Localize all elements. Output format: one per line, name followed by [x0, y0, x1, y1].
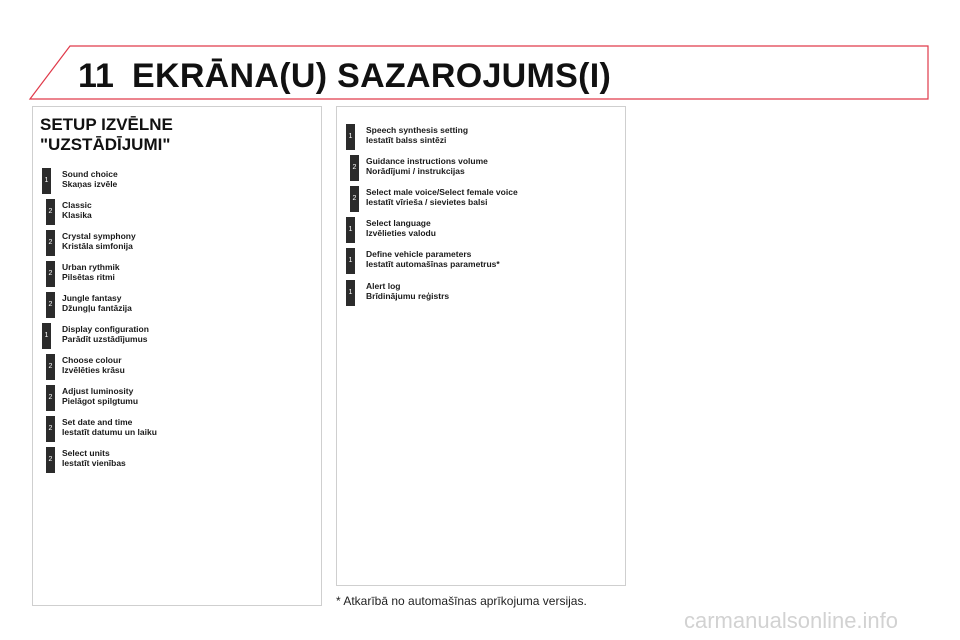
- menu-item-label: [62, 169, 302, 189]
- chapter-title: EKRĀNA(U) SAZAROJUMS(I): [132, 57, 612, 95]
- menu-item-label: [366, 281, 606, 301]
- item-label-en: Define vehicle parameters: [366, 249, 472, 259]
- item-label-lv: Norādījumi / instrukcijas: [366, 166, 465, 176]
- level-badge: 2: [46, 354, 55, 380]
- item-label-lv: Kristāla simfonija: [62, 241, 133, 251]
- level-badge: 1: [42, 168, 51, 194]
- menu-title: [40, 115, 310, 155]
- level-badge: 2: [46, 385, 55, 411]
- item-label-en: Select units: [62, 448, 110, 458]
- level-badge: 2: [46, 292, 55, 318]
- watermark: carmanualsonline.info: [684, 608, 899, 633]
- item-label-en: Jungle fantasy: [62, 293, 122, 303]
- menu-item-label: [366, 218, 606, 238]
- right-panel: [336, 106, 626, 586]
- page-header: [0, 0, 960, 110]
- item-label-lv: Izvēlieties valodu: [366, 228, 436, 238]
- item-label-en: Choose colour: [62, 355, 122, 365]
- item-label-en: Set date and time: [62, 417, 133, 427]
- level-badge: 2: [46, 261, 55, 287]
- level-badge: 2: [350, 155, 359, 181]
- chapter-number: 11: [78, 57, 114, 95]
- level-badge: 1: [346, 280, 355, 306]
- level-badge: 1: [42, 323, 51, 349]
- menu-item-label: [62, 231, 302, 251]
- menu-item-label: [62, 448, 302, 468]
- level-badge: 2: [46, 416, 55, 442]
- item-label-en: Display configuration: [62, 324, 149, 334]
- item-label-en: Classic: [62, 200, 92, 210]
- level-badge: 2: [46, 199, 55, 225]
- item-label-lv: Iestatīt datumu un laiku: [62, 427, 157, 437]
- item-label-en: Urban rythmik: [62, 262, 120, 272]
- item-label-en: Speech synthesis setting: [366, 125, 469, 135]
- menu-item-label: [366, 125, 606, 145]
- item-label-en: Adjust luminosity: [62, 386, 134, 396]
- item-label-lv: Skaņas izvēle: [62, 179, 118, 189]
- menu-item-label: [366, 187, 606, 207]
- item-label-lv: Parādīt uzstādījumus: [62, 334, 148, 344]
- item-label-lv: Iestatīt vīrieša / sievietes balsi: [366, 197, 488, 207]
- item-label-lv: Brīdinājumu reģistrs: [366, 291, 450, 301]
- level-badge: 2: [46, 447, 55, 473]
- menu-item-label: [62, 262, 302, 282]
- menu-item-label: [62, 417, 302, 437]
- item-label-lv: Iestatīt vienības: [62, 458, 126, 468]
- item-label-lv: Pilsētas ritmi: [62, 272, 115, 282]
- menu-title-line1: SETUP IZVĒLNE: [40, 115, 173, 134]
- level-badge: 1: [346, 217, 355, 243]
- item-label-lv: Pielāgot spilgtumu: [62, 396, 139, 406]
- item-label-lv: Izvēlēties krāsu: [62, 365, 125, 375]
- item-label-lv: Džungļu fantāzija: [62, 303, 132, 313]
- level-badge: 1: [346, 248, 355, 274]
- menu-item-label: [62, 386, 302, 406]
- level-badge: 1: [346, 124, 355, 150]
- item-label-lv: Iestatīt automašīnas parametrus*: [366, 259, 500, 269]
- level-badge: 2: [46, 230, 55, 256]
- item-label-en: Crystal symphony: [62, 231, 136, 241]
- item-label-en: Select male voice/Select female voice: [366, 187, 518, 197]
- item-label-en: Guidance instructions volume: [366, 156, 488, 166]
- item-label-en: Alert log: [366, 281, 401, 291]
- menu-item-label: [62, 324, 302, 344]
- menu-title-line2: "UZSTĀDĪJUMI": [40, 135, 171, 154]
- menu-item-label: [62, 293, 302, 313]
- item-label-lv: Klasika: [62, 210, 92, 220]
- menu-item-label: [62, 200, 302, 220]
- menu-item-label: [366, 156, 606, 176]
- footnote: * Atkarībā no automašīnas aprīkojuma versijas.: [336, 594, 587, 608]
- menu-item-label: [366, 249, 606, 269]
- item-label-lv: Iestatīt balss sintēzi: [366, 135, 447, 145]
- level-badge: 2: [350, 186, 359, 212]
- menu-item-label: [62, 355, 302, 375]
- item-label-en: Sound choice: [62, 169, 118, 179]
- item-label-en: Select language: [366, 218, 431, 228]
